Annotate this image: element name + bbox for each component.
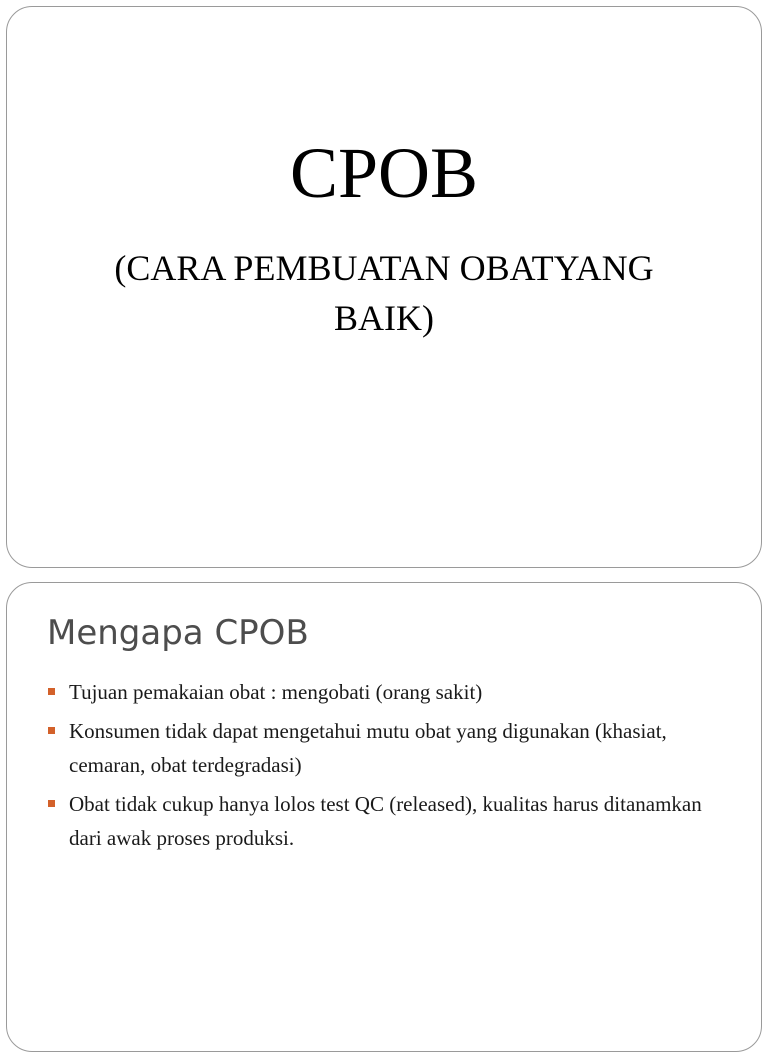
bullet-item bbox=[45, 787, 721, 855]
bullet-square-icon bbox=[48, 688, 55, 695]
slide-title: CPOB bbox=[289, 133, 479, 213]
bullet-square-icon bbox=[48, 727, 55, 734]
bullet-text: Tujuan pemakaian obat : mengobati (orang sakit) bbox=[69, 680, 483, 704]
subtitle-line-2: BAIK) bbox=[334, 298, 434, 338]
title-slide bbox=[6, 6, 762, 568]
slide-subtitle bbox=[67, 243, 701, 343]
bullet-text: Obat tidak cukup hanya lolos test QC (released), kualitas harus ditanamkan dari awak proses produksi. bbox=[69, 792, 702, 850]
content-slide bbox=[6, 582, 762, 1052]
subtitle-line-1: (CARA PEMBUATAN OBATYANG bbox=[114, 248, 654, 288]
bullet-item bbox=[45, 675, 721, 709]
bullet-text: Konsumen tidak dapat mengetahui mutu obat yang digunakan (khasiat, cemaran, obat terdegradasi) bbox=[69, 719, 667, 777]
bullet-list bbox=[45, 675, 721, 860]
content-slide-title: Mengapa CPOB bbox=[47, 613, 309, 653]
bullet-square-icon bbox=[48, 800, 55, 807]
bullet-item bbox=[45, 714, 721, 782]
